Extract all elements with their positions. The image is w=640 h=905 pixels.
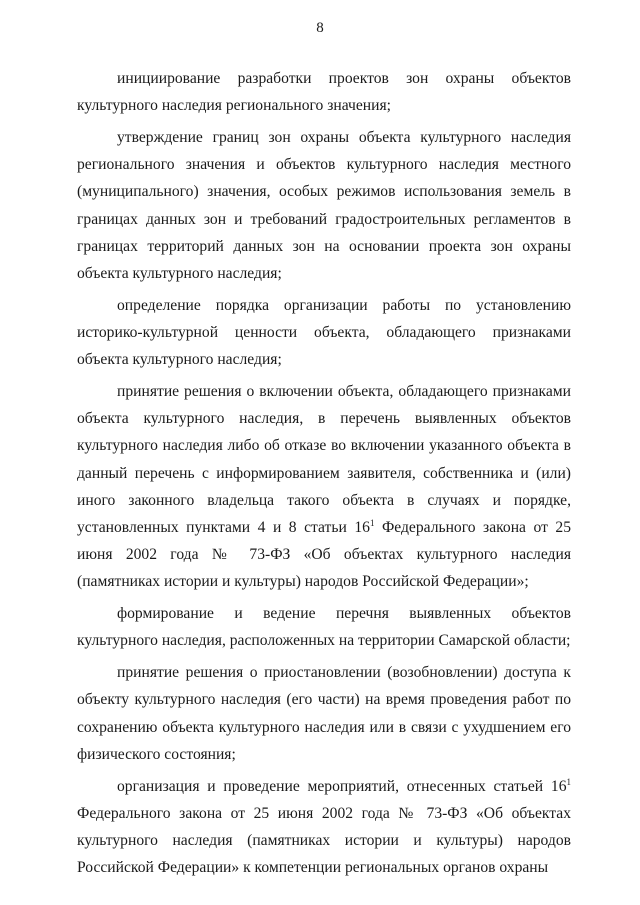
document-body xyxy=(77,65,571,886)
page-number: 8 xyxy=(316,20,324,36)
paragraph-events xyxy=(77,773,571,882)
paragraph-approval: утверждение границ зон охраны объекта культурного наследия регионального значения и объектов культурного наследия местного (муниципального) значения, особых режимов использования земель в границах данных зон и требований градостроительных регламентов в границах территорий данных зон на основании проекта зон охраны объекта культурного наследия; xyxy=(77,129,571,283)
superscript: 1 xyxy=(566,776,571,787)
superscript: 1 xyxy=(369,518,375,529)
paragraph-initiation: инициирование разработки проектов зон охраны объектов культурного наследия регионального значения; xyxy=(77,70,571,115)
paragraph-text-start: принятие решения о включении объекта, обладающего признаками объекта культурного наследия, в перечень выявленных объектов культурного наследия либо об отказе во включении указанного объекта в данный перечень с информированием заявителя, собственника и (или) иного законного владельца такого объекта в случаях и порядке, установленных пунктами 4 и 8 статьи 16 xyxy=(77,383,571,537)
paragraph-text-end: Федерального закона от 25 июня 2002 года № 73-ФЗ «Об объектах культурного наследия (памятниках истории и культуры) народов Российской Федерации»; xyxy=(77,519,572,591)
paragraph-procedure: определение порядка организации работы по установлению историко-культурной ценности объекта, обладающего признаками объекта культурного наследия; xyxy=(77,296,571,369)
paragraph-decision-inclusion xyxy=(77,378,571,596)
paragraph-text-start: организация и проведение мероприятий, отнесенных статьей 16 xyxy=(117,777,567,795)
paragraph-access-suspension: принятие решения о приостановлении (возобновлении) доступа к объекту культурного наследия (его части) на время проведения работ по сохранению объекта культурного наследия или в связи с ухудшением его физического состояния; xyxy=(77,664,571,763)
paragraph-list-formation: формирование и ведение перечня выявленных объектов культурного наследия, расположенных на территории Самарской области; xyxy=(77,605,571,650)
paragraph-text-end: Федерального закона от 25 июня 2002 года № 73-ФЗ «Об объектах культурного наследия (памятниках истории и культуры) народов Российской Федерации» к компетенции региональных органов охраны xyxy=(77,804,571,877)
